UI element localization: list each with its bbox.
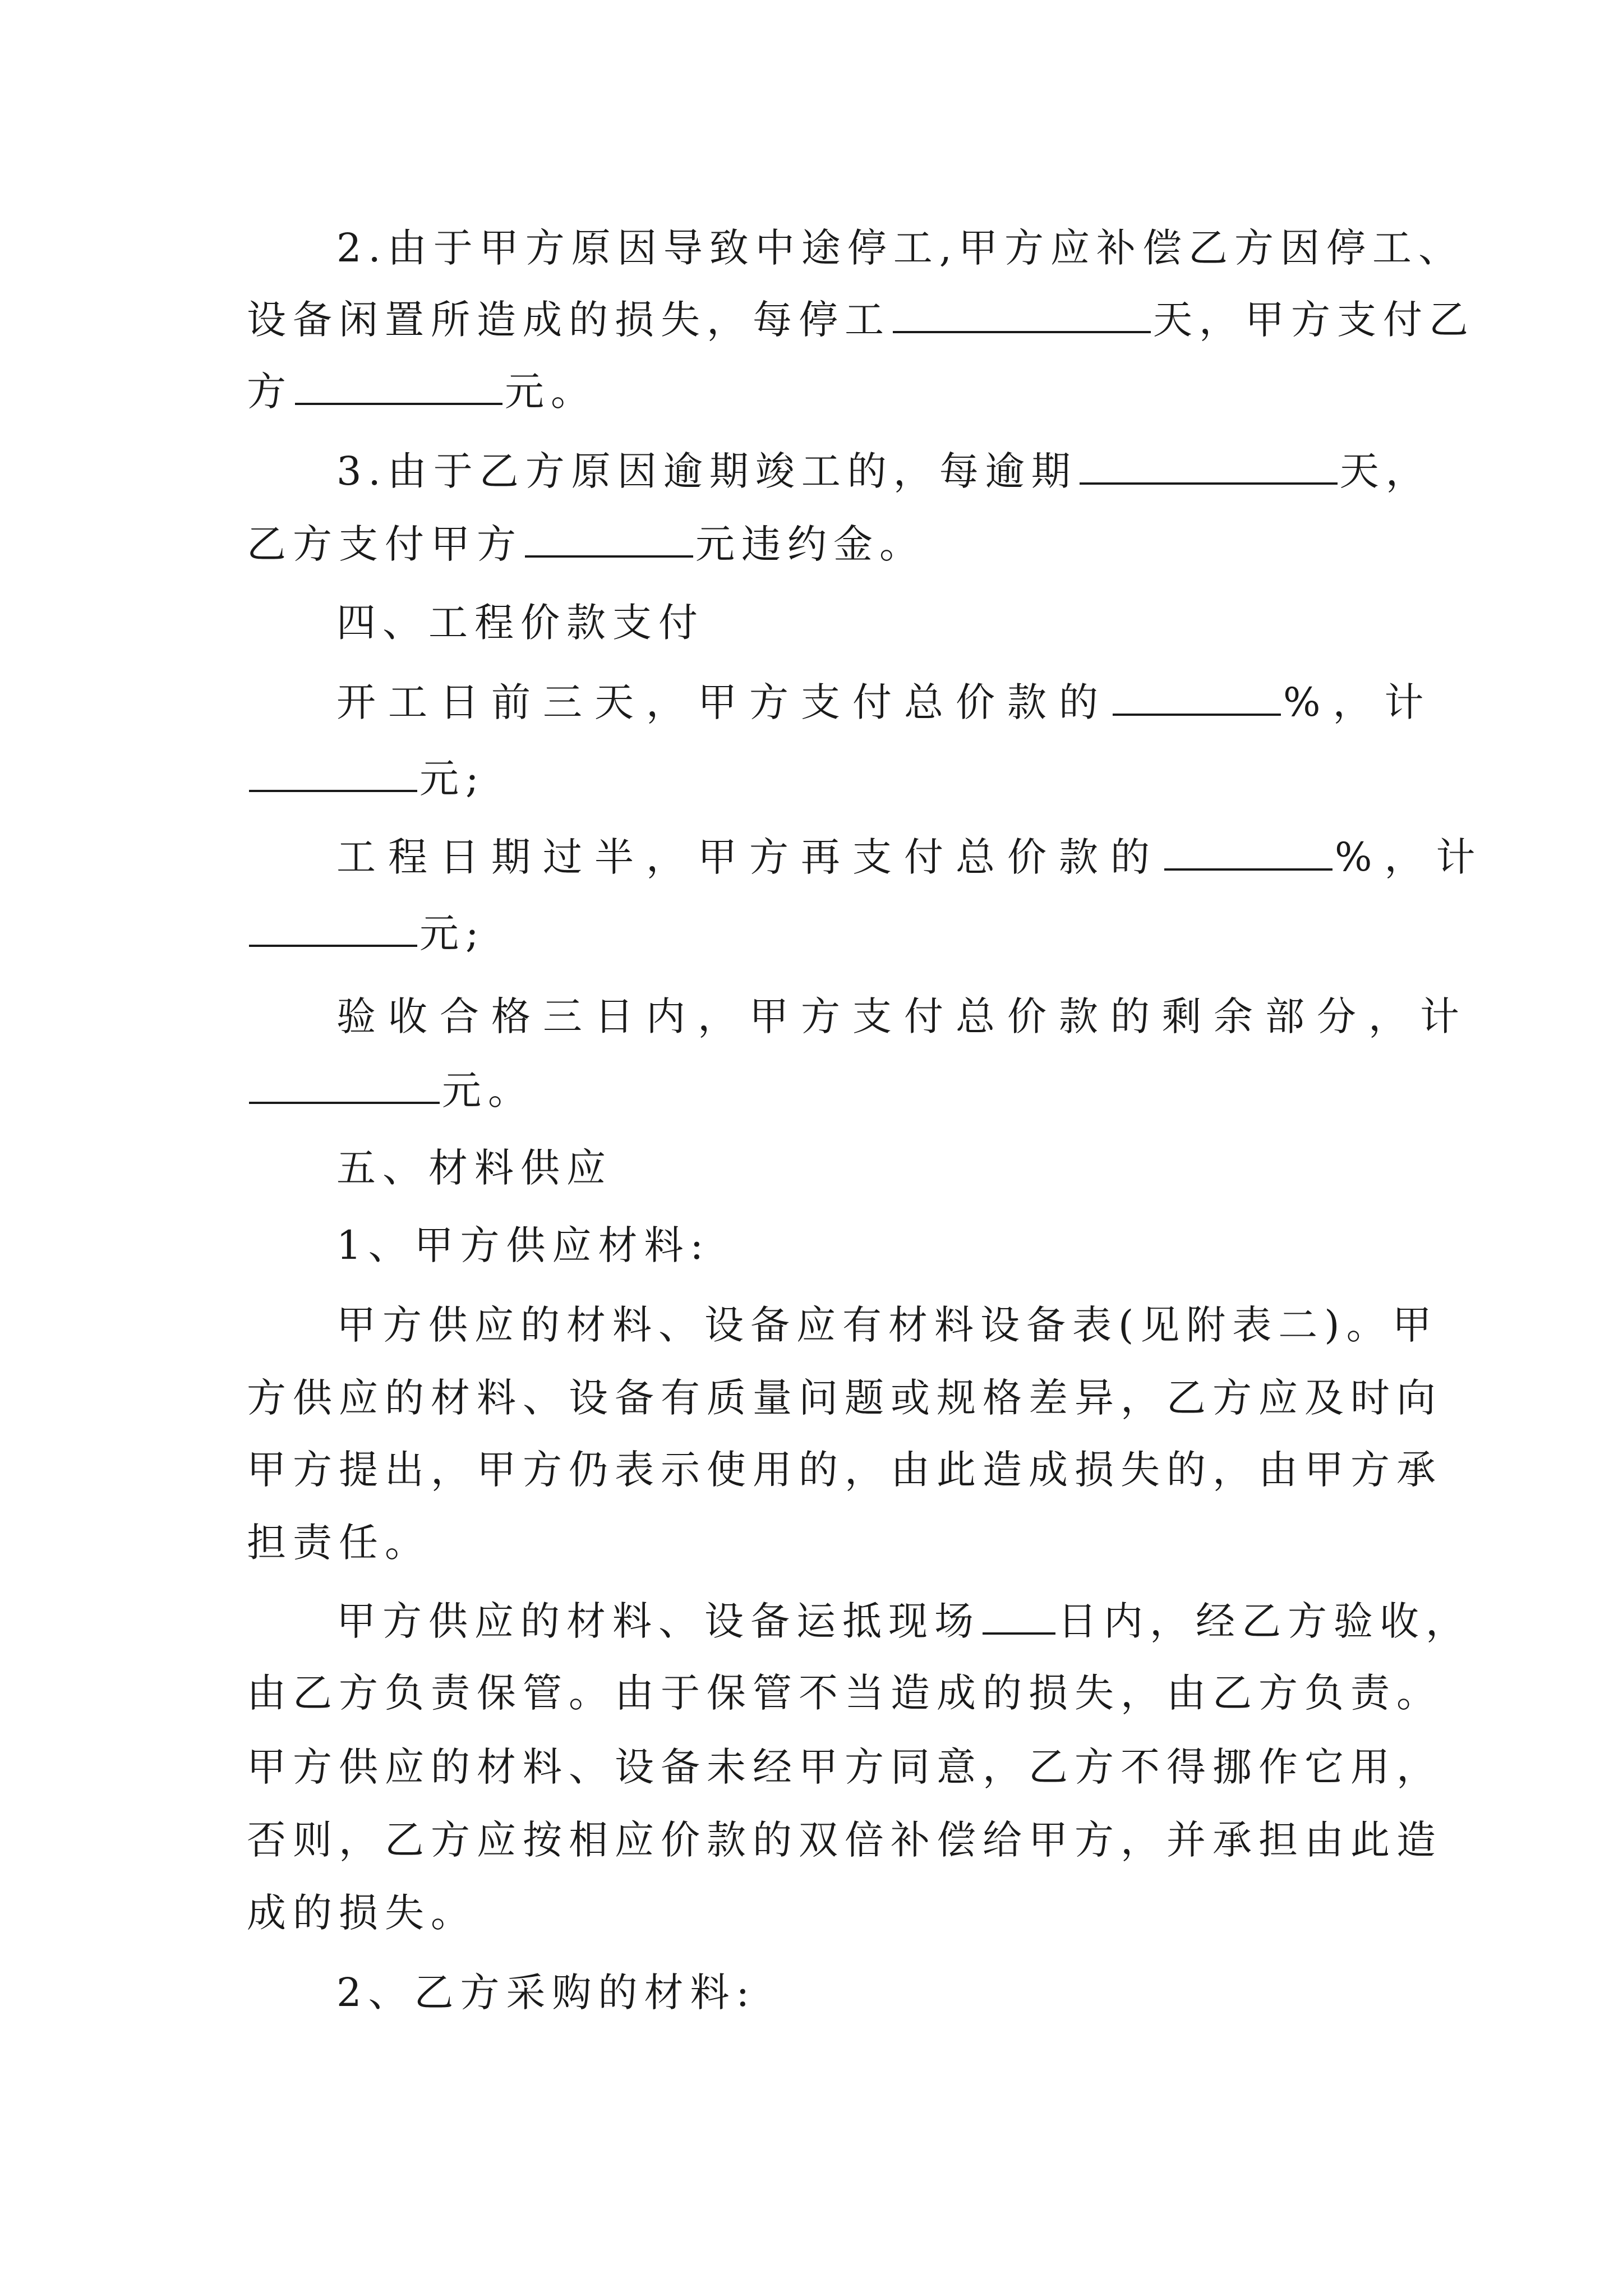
storage-para-line-3: 甲方供应的材料、设备未经甲方同意，乙方不得挪作它用， xyxy=(247,1744,1442,1790)
clause-2-line-1: 2.由于甲方原因导致中途停工,甲方应补偿乙方因停工、 xyxy=(336,225,1465,271)
storage-para-line-1: 甲方供应的材料、设备运抵现场 日内，经乙方验收， xyxy=(336,1588,1503,1655)
payment-line-1: 开工日前三天，甲方支付总价款的 %，计 xyxy=(336,669,1503,736)
clause-3-line-2: 乙方支付甲方 元违约金。 xyxy=(247,510,1413,578)
supply-para-line-4: 担责任。 xyxy=(247,1520,431,1566)
supply-para-line-1: 甲方供应的材料、设备应有材料设备表(见附表二)。甲 xyxy=(336,1302,1438,1348)
payment-line-3: 工程日期过半，甲方再支付总价款的 %，计 xyxy=(336,823,1503,891)
storage-para-line-2: 由乙方负责保管。由于保管不当造成的损失，由乙方负责。 xyxy=(247,1670,1442,1716)
blank-field xyxy=(249,905,417,947)
supply-para-line-3: 甲方提出，甲方仍表示使用的，由此造成损失的，由甲方承 xyxy=(247,1447,1442,1493)
payment-line-6: 元。 xyxy=(247,1057,1413,1124)
subsection-1-heading: 1、甲方供应材料: xyxy=(336,1222,711,1268)
blank-field xyxy=(249,1062,440,1104)
storage-para-line-5: 成的损失。 xyxy=(247,1890,477,1936)
blank-field xyxy=(295,364,502,405)
blank-field xyxy=(249,751,417,792)
blank-field xyxy=(983,1593,1055,1635)
section-5-heading: 五、材料供应 xyxy=(336,1145,612,1191)
payment-line-4: 元; xyxy=(247,900,1413,967)
supply-para-line-2: 方供应的材料、设备有质量问题或规格差异，乙方应及时向 xyxy=(247,1375,1442,1421)
clause-2-line-2: 设备闲置所造成的损失，每停工 天，甲方支付乙 xyxy=(247,286,1413,353)
subsection-2-heading: 2、乙方采购的材料: xyxy=(336,1970,757,2016)
blank-field xyxy=(1113,674,1281,716)
payment-line-2: 元; xyxy=(247,745,1413,812)
payment-line-5: 验收合格三日内，甲方支付总价款的剩余部分，计 xyxy=(336,993,1472,1039)
clause-3-line-1: 3.由于乙方原因逾期竣工的，每逾期 天， xyxy=(336,438,1503,505)
blank-field xyxy=(525,516,693,558)
blank-field xyxy=(1080,443,1338,485)
section-4-heading: 四、工程价款支付 xyxy=(336,600,704,646)
clause-2-line-3: 方 元。 xyxy=(247,358,1413,425)
blank-field xyxy=(1164,829,1332,871)
blank-field xyxy=(893,292,1151,333)
storage-para-line-4: 否则，乙方应按相应价款的双倍补偿给甲方，并承担由此造 xyxy=(247,1817,1442,1863)
